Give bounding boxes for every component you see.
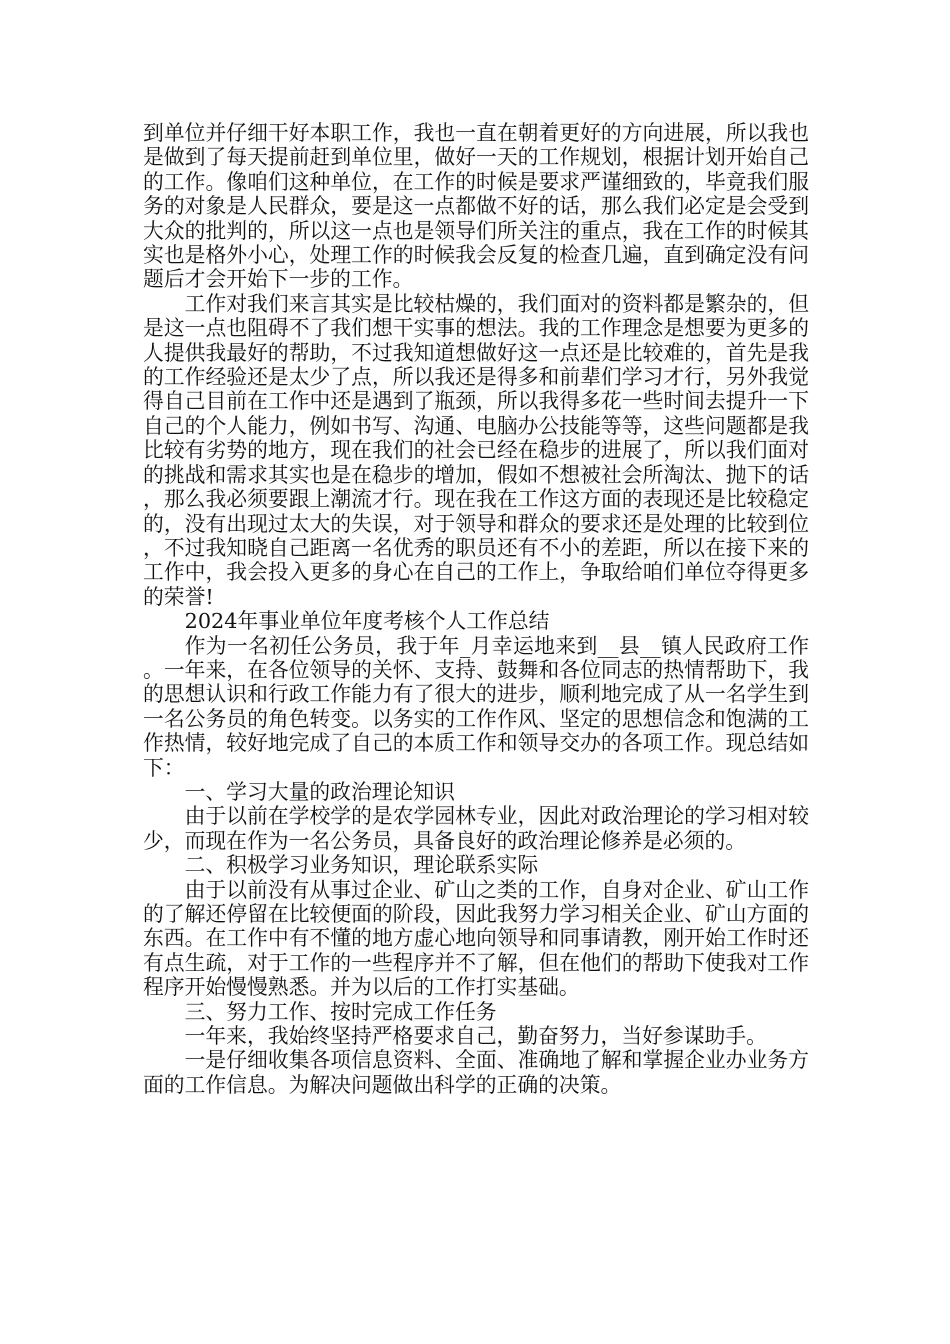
paragraph-work-tasks: 一年来，我始终坚持严格要求自己，勤奋努力，当好参谋助手。	[184, 1024, 767, 1049]
paragraph-information-collection: 一是仔细收集各项信息资料、全面、准确地了解和掌握企业办业务方面的工作信息。为解决问题做出科学的正确的决策。	[143, 1048, 809, 1097]
paragraph-work-reflection: 工作对我们来言其实是比较枯燥的，我们面对的资料都是繁杂的，但是这一点也阻碍不了我们想干实事的想法。我的工作理念是想要为更多的人提供我最好的帮助，不过我知道想做好这一点还是比较难的，首先是我的工作经验还是太少了点，所以我还是得多和前辈们学习才行，另外我觉得自己目前在工作中还是遇到了瓶颈，所以我得多花一些时间去提升一下自己的个人能力，例如书写、沟通、电脑办公技能等等，这些问题都是我比较有劣势的地方，现在我们的社会已经在稳步的进展了，所以我们面对的挑战和需求其实也是在稳步的增加，假如不想被社会所淘汰、抛下的话，那么我必须要跟上潮流才行。现在我在工作这方面的表现还是比较稳定的，没有出现过太大的失误，对于领导和群众的要求还是处理的比较到位，不过我知晓自己距离一名优秀的职员还有不小的差距，所以在接下来的工作中，我会投入更多的身心在自己的工作上，争取给咱们单位夺得更多的荣誉!	[143, 291, 809, 609]
document-body	[143, 121, 809, 1097]
heading-business-knowledge: 二、积极学习业务知识，理论联系实际	[184, 853, 539, 878]
heading-political-theory: 一、学习大量的政治理论知识	[184, 779, 455, 804]
paragraph-business-knowledge: 由于以前没有从事过企业、矿山之类的工作，自身对企业、矿山工作的了解还停留在比较便面的阶段，因此我努力学习相关企业、矿山方面的东西。在工作中有不懂的地方虚心地向领导和同事请教，刚开始工作时还有点生疏，对于工作的一些程序并不了解，但在他们的帮助下使我对工作程序开始慢慢熟悉。并为以后的工作打实基础。	[143, 877, 809, 1000]
paragraph-introduction: 作为一名初任公务员，我于年_月幸运地来到__县__镇人民政府工作。一年来，在各位领导的关怀、支持、鼓舞和各位同志的热情帮助下，我的思想认识和行政工作能力有了很大的进步，顺利地完成了从一名学生到一名公务员的角色转变。以务实的工作作风、坚定的思想信念和饱满的工作热情，较好地完成了自己的本质工作和领导交办的各项工作。现总结如下：	[143, 633, 809, 780]
paragraph-continuation: 到单位并仔细干好本职工作，我也一直在朝着更好的方向进展，所以我也是做到了每天提前赶到单位里，做好一天的工作规划，根据计划开始自己的工作。像咱们这种单位，在工作的时候是要求严谨细致的，毕竟我们服务的对象是人民群众，要是这一点都做不好的话，那么我们必定是会受到大众的批判的，所以这一点也是领导们所关注的重点，我在工作的时候其实也是格外小心，处理工作的时候我会反复的检查几遍，直到确定没有问题后才会开始下一步的工作。	[143, 121, 809, 292]
paragraph-political-theory: 由于以前在学校学的是农学园林专业，因此对政治理论的学习相对较少，而现在作为一名公务员，具备良好的政治理论修养是必须的。	[143, 804, 809, 853]
heading-work-tasks: 三、努力工作、按时完成工作任务	[184, 999, 497, 1024]
section-title: 2024年事业单位年度考核个人工作总结	[184, 609, 550, 634]
